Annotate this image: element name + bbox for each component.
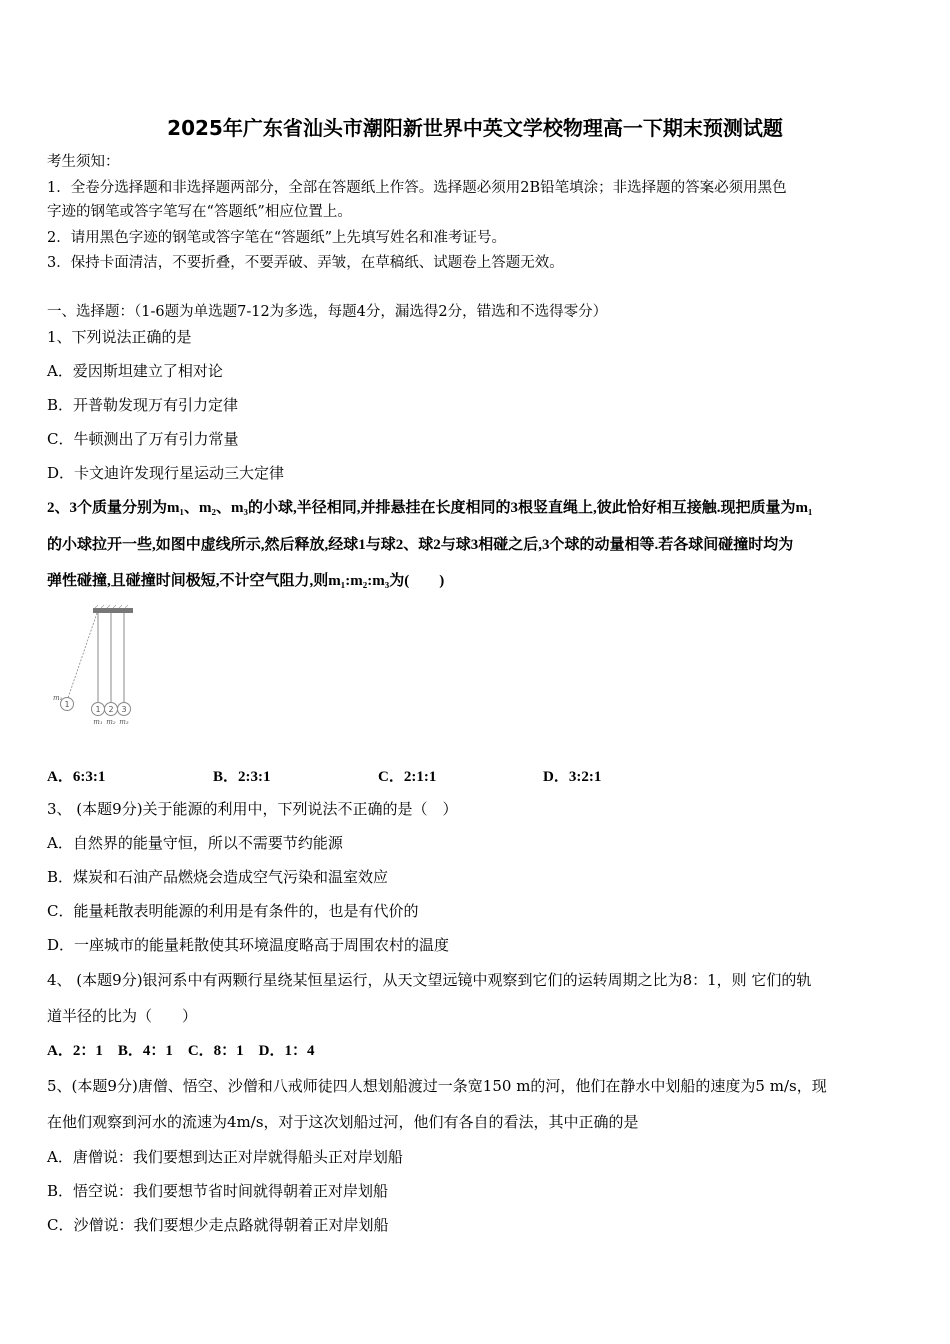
q2-line-2: 的小球拉开一些,如图中虚线所示,然后释放,经球1与球2、球2与球3相碰之后,3个球的动量相等.若各球间碰撞时均为	[47, 537, 794, 553]
notice-heading: 考生须知：	[47, 154, 120, 170]
label-m3: m₃	[119, 718, 129, 726]
q5-option-b: B．悟空说：我们要想节省时间就得朝着正对岸划船	[47, 1182, 389, 1200]
q5-line-2: 在他们观察到河水的流速为4m/s，对于这次划船过河，他们有各自的看法，其中正确的是	[47, 1113, 639, 1131]
q2-line-1: 2、3个质量分别为m₁、m₂、m₃的小球,半径相同,并排悬挂在长度相同的3根竖直绳上,彼此恰好相互接触.现把质量为m₁	[47, 500, 813, 516]
notice-line-1a: 1．全卷分选择题和非选择题两部分，全部在答题纸上作答。选择题必须用2B铅笔填涂；非选择题的答案必须用黑色	[47, 180, 787, 196]
ball-displaced-number: 1	[64, 700, 70, 709]
q3-option-a: A．自然界的能量守恒，所以不需要节约能源	[47, 834, 343, 852]
q1-option-d: D．卡文迪许发现行星运动三大定律	[47, 464, 285, 482]
q4-options: A．2：1 B．4：1 C．8：1 D．1：4	[47, 1043, 315, 1059]
section-heading: 一、选择题：（1-6题为单选题7-12为多选，每题4分，漏选得2分，错选和不选得零分）	[47, 304, 608, 320]
q1-option-c: C．牛顿测出了万有引力常量	[47, 430, 239, 448]
q2-line-3: 弹性碰撞,且碰撞时间极短,不计空气阻力,则m₁:m₂:m₃为( )	[47, 573, 445, 589]
label-m1-left: m₁	[53, 694, 63, 702]
q1-option-a: A．爱因斯坦建立了相对论	[47, 362, 223, 380]
q5-option-c: C．沙僧说：我们要想少走点路就得朝着正对岸划船	[47, 1216, 389, 1234]
q3-option-d: D．一座城市的能量耗散使其环境温度略高于周围农村的温度	[47, 936, 450, 954]
ball-2-number: 2	[108, 705, 114, 714]
q4-line-1: 4、 (本题9分)银河系中有两颗行星绕某恒星运行，从天文望远镜中观察到它们的运转周期之比为8：1，则 它们的轨	[47, 971, 812, 989]
label-m1: m₁	[93, 718, 103, 726]
notice-line-2: 2．请用黑色字迹的钢笔或答字笔在“答题纸”上先填写姓名和准考证号。	[47, 230, 507, 246]
dashed-string	[68, 613, 97, 698]
ball-1-number: 1	[95, 705, 101, 714]
notice-line-1b: 字迹的钢笔或答字笔写在“答题纸”相应位置上。	[47, 204, 352, 220]
q1-stem: 1、下列说法正确的是	[47, 328, 192, 346]
q5-line-1: 5、(本题9分)唐僧、悟空、沙僧和八戒师徒四人想划船渡过一条宽150 m的河，他们在静水中划船的速度为5 m/s，现	[47, 1077, 827, 1095]
q1-option-b: B．开普勒发现万有引力定律	[47, 396, 239, 414]
notice-line-3: 3．保持卡面清洁，不要折叠，不要弄破、弄皱，在草稿纸、试题卷上答题无效。	[47, 255, 564, 271]
q2-option-b: B．2:3:1	[213, 769, 271, 785]
q2-option-a: A．6:3:1	[47, 769, 106, 785]
q3-option-c: C．能量耗散表明能源的利用是有条件的，也是有代价的	[47, 902, 419, 920]
q3-stem: 3、 (本题9分)关于能源的利用中，下列说法不正确的是（ ）	[47, 800, 458, 818]
q2-option-c: C．2:1:1	[378, 769, 437, 785]
exam-title: 2025年广东省汕头市潮阳新世界中英文学校物理高一下期末预测试题	[167, 116, 783, 140]
q3-option-b: B．煤炭和石油产品燃烧会造成空气污染和温室效应	[47, 868, 389, 886]
pendulum-figure	[45, 600, 145, 730]
q5-option-a: A．唐僧说：我们要想到达正对岸就得船头正对岸划船	[47, 1148, 403, 1166]
q4-line-2: 道半径的比为（ ）	[47, 1007, 198, 1025]
label-m2: m₂	[106, 718, 116, 726]
ceiling-support	[93, 608, 133, 613]
ball-3-number: 3	[121, 705, 127, 714]
q2-option-d: D．3:2:1	[543, 769, 602, 785]
